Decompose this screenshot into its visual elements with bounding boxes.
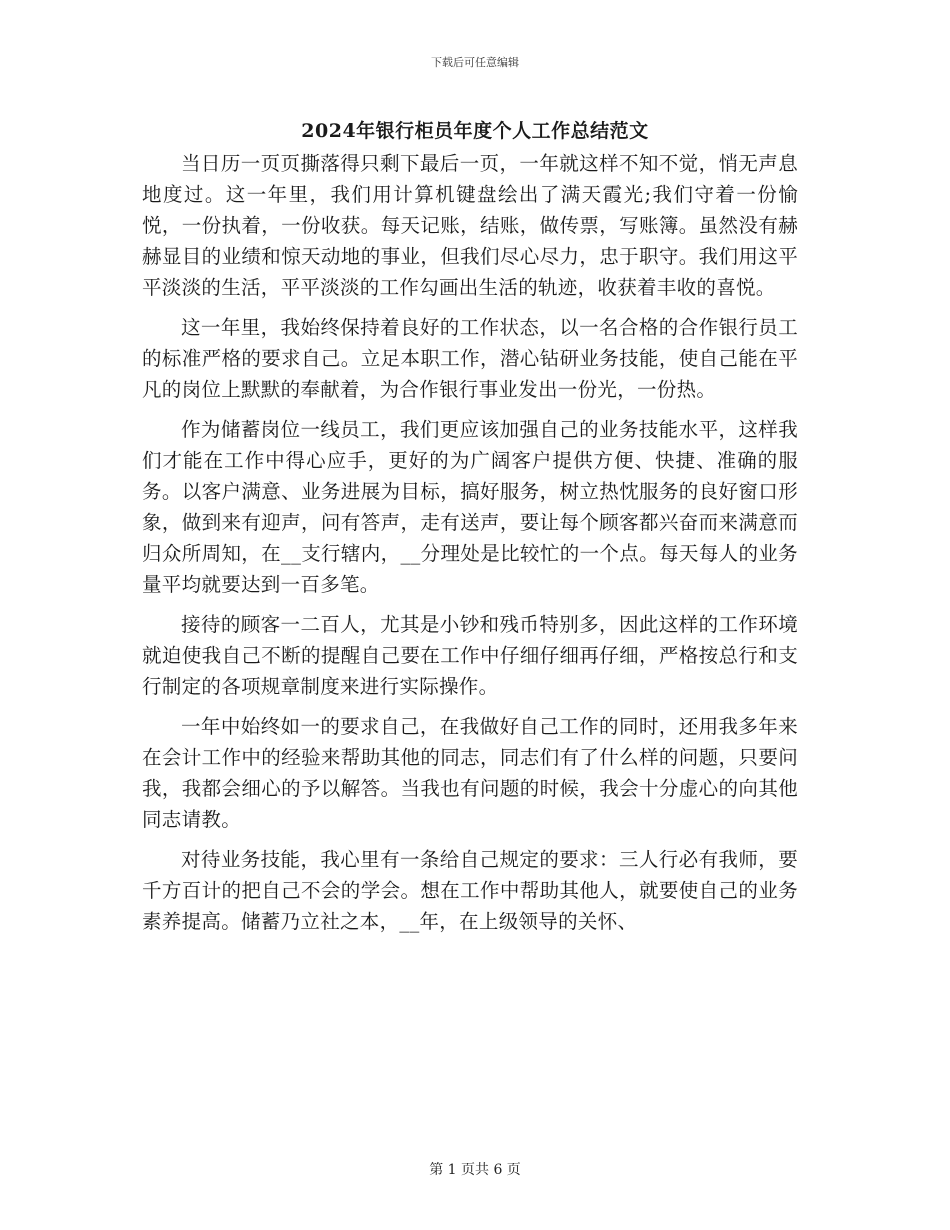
page-number-footer: 第 1 页共 6 页 — [429, 1162, 521, 1178]
paragraph-3: 作为储蓄岗位一线员工，我们更应该加强自己的业务技能水平，这样我们才能在工作中得心应手，更好的为广阔客户提供方便、快捷、准确的服务。以客户满意、业务进展为目标，搞好服务，树立热忱服务的良好窗口形象，做到来有迎声，问有答声，走有送声，要让每个顾客都兴奋而来满意而归众所周知，在__支行辖内，__分理处是比较忙的一个点。每天每人的业务量平均就要达到一百多笔。 — [142, 418, 798, 596]
paragraph-5: 一年中始终如一的要求自己，在我做好自己工作的同时，还用我多年来在会计工作中的经验来帮助其他的同志，同志们有了什么样的问题，只要问我，我都会细心的予以解答。当我也有问题的时候，我会十分虚心的向其他同志请教。 — [142, 715, 798, 831]
paragraph-2: 这一年里，我始终保持着良好的工作状态，以一名合格的合作银行员工的标准严格的要求自己。立足本职工作，潜心钻研业务技能，使自己能在平凡的岗位上默默的奉献着，为合作银行事业发出一份光，一份热。 — [142, 316, 798, 401]
document-title: 2024年银行柜员年度个人工作总结范文 — [301, 120, 649, 142]
paragraph-4: 接待的顾客一二百人，尤其是小钞和残币特别多，因此这样的工作环境就迫使我自己不断的提醒自己要在工作中仔细仔细再仔细，严格按总行和支行制定的各项规章制度来进行实际操作。 — [142, 613, 798, 698]
document-body — [142, 148, 798, 946]
paragraph-6: 对待业务技能，我心里有一条给自己规定的要求：三人行必有我师，要千方百计的把自己不会的学会。想在工作中帮助其他人，就要使自己的业务素养提高。储蓄乃立社之本，__年，在上级领导的关怀、 — [142, 848, 798, 933]
header-note: 下载后可任意编辑 — [431, 56, 519, 69]
paragraph-1: 当日历一页页撕落得只剩下最后一页，一年就这样不知不觉，悄无声息地度过。这一年里，我们用计算机键盘绘出了满天霞光;我们守着一份愉悦，一份执着，一份收获。每天记账，结账，做传票，写账簿。虽然没有赫赫显目的业绩和惊天动地的事业，但我们尽心尽力，忠于职守。我们用这平平淡淡的生活，平平淡淡的工作勾画出生活的轨迹，收获着丰收的喜悦。 — [142, 152, 798, 299]
